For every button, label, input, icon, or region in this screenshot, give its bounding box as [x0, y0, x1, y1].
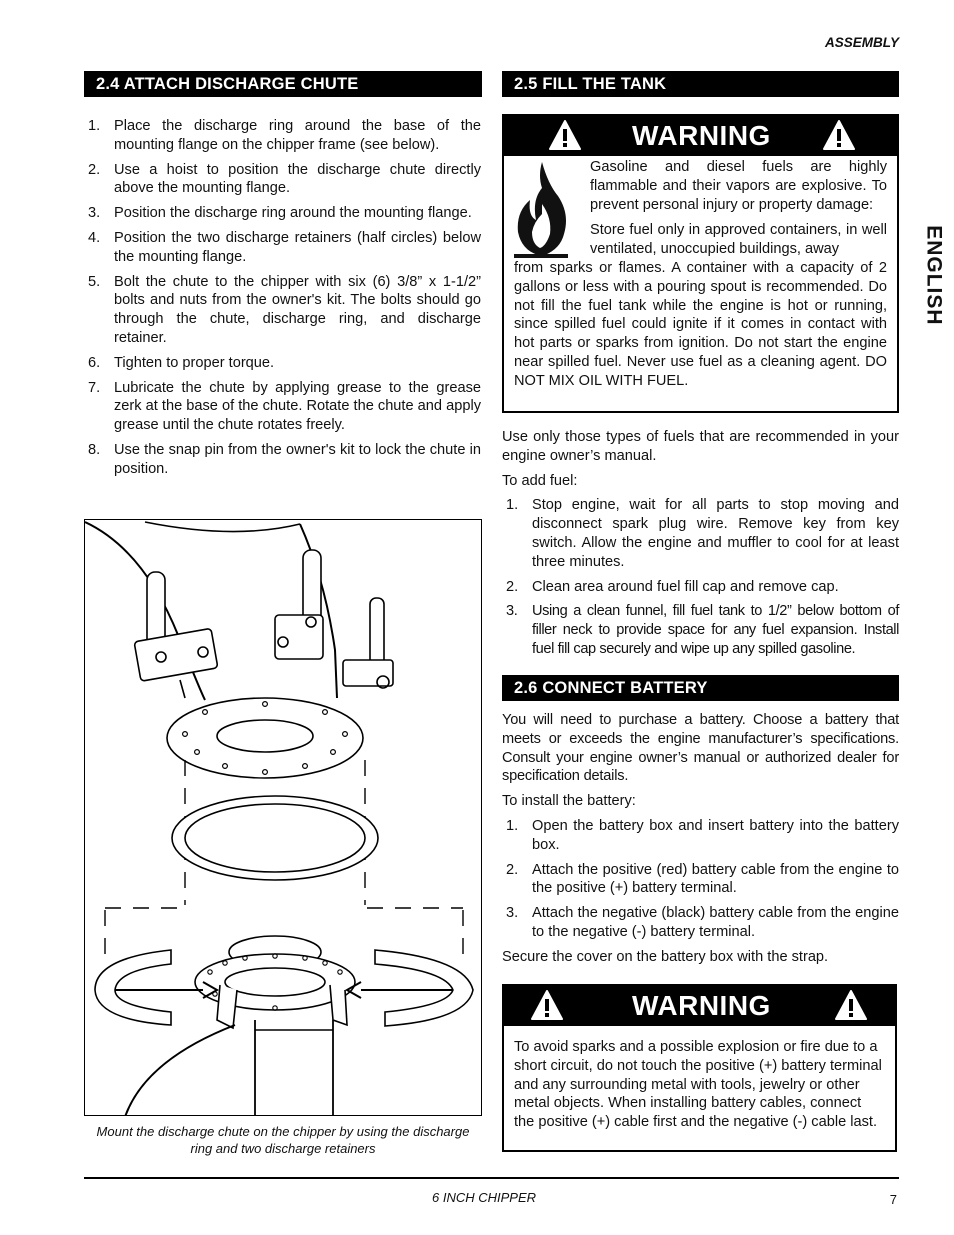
warning-text-2b: from sparks or flames. A container with a capacity of 2 gallons or less with a pouring spout is recommended. Do not fill the fuel tank while the engine is hot or running, since spilled fuel could ignite if it comes in contact with hot parts or sparks from ignition. Do not start the engine near spilled fuel. Never use fuel as a cleaning agent. DO NOT MIX OIL WITH FUEL.	[514, 259, 887, 389]
warning-title: WARNING	[632, 120, 771, 151]
list-item: 3. Using a clean funnel, fill fuel tank to 1/2” below bottom of filler neck to provide space for any fuel expansion. Install fuel fill cap securely and wipe up any spilled gasoline.	[506, 603, 899, 657]
figure-caption: Mount the discharge chute on the chipper by using the discharge ring and two discharge retainers	[96, 1124, 470, 1156]
list-item: 1. Stop engine, wait for all parts to stop moving and disconnect spark plug wire. Remove key from key switch. Allow the engine and muffler to cool for at least three minutes.	[506, 497, 899, 570]
warning-title: WARNING	[632, 990, 771, 1021]
flame-icon	[512, 160, 570, 260]
list-item: 7. Lubricate the chute by applying grease to the grease zerk at the base of the chute. Rotate the chute and apply grease until the chute rotates freely.	[88, 379, 481, 434]
page-number: 7	[889, 1192, 897, 1207]
warning-text-1: Gasoline and diesel fuels are highly flammable and their vapors are explosive. To prevent personal injury or property damage:	[590, 159, 887, 213]
warning-triangle-icon	[530, 989, 564, 1021]
section-heading-2-4: 2.4 ATTACH DISCHARGE CHUTE	[84, 71, 482, 97]
list-item: 4. Position the two discharge retainers (half circles) below the mounting flange.	[88, 229, 481, 265]
list-item: 2. Clean area around fuel fill cap and remove cap.	[506, 578, 839, 595]
steps-2-4	[84, 117, 481, 485]
fuel-intro: Use only those types of fuels that are recommended in your engine owner’s manual.	[502, 429, 899, 464]
warning-triangle-icon	[822, 119, 856, 151]
list-item: 6. Tighten to proper torque.	[88, 354, 275, 371]
battery-intro: You will need to purchase a battery. Choose a battery that meets or exceeds the engine manufacturer’s specifications. Consult your engine owner’s manual or authorized dealer for specification details.	[502, 712, 899, 785]
fuel-instructions	[502, 428, 899, 665]
battery-warning-text: To avoid sparks and a possible explosion or fire due to a short circuit, do not touch the positive (+) battery terminal and any surrounding metal with tools, jewelry or other metal objects. When installing battery cables, connect the positive (+) cable first and the negative (-) cable last.	[514, 1039, 882, 1131]
warning-bar	[504, 116, 897, 156]
list-item: 1. Open the battery box and insert battery into the battery box.	[506, 817, 899, 853]
section-header: ASSEMBLY	[824, 35, 899, 50]
warning-text-2a: Store fuel only in approved containers, in well ventilated, unoccupied buildings, away	[590, 222, 887, 258]
list-item: 1. Place the discharge ring around the base of the mounting flange on the chipper frame (see below).	[88, 118, 481, 153]
section-heading-2-5: 2.5 FILL THE TANK	[502, 71, 899, 97]
battery-warning-box	[502, 984, 897, 1152]
fuel-warning-box	[502, 114, 899, 413]
warning-triangle-icon	[548, 119, 582, 151]
list-item: 3. Position the discharge ring around the mounting flange.	[88, 205, 472, 222]
warning-triangle-icon	[834, 989, 868, 1021]
list-item: 3. Attach the negative (black) battery cable from the engine to the negative (-) battery terminal.	[506, 905, 899, 940]
footer-title: 6 INCH CHIPPER	[431, 1190, 537, 1205]
section-heading-2-6: 2.6 CONNECT BATTERY	[502, 675, 899, 701]
battery-secure-note: Secure the cover on the battery box with the strap.	[502, 948, 829, 965]
language-tab: ENGLISH	[922, 225, 946, 326]
battery-instructions	[502, 711, 899, 973]
battery-install-label: To install the battery:	[502, 793, 636, 810]
footer-divider	[84, 1177, 899, 1179]
list-item: 2. Use a hoist to position the discharge chute directly above the mounting flange.	[88, 161, 481, 197]
fuel-add-label: To add fuel:	[502, 472, 578, 489]
warning-bar	[504, 986, 895, 1026]
chute-assembly-diagram	[84, 519, 482, 1116]
list-item: 2. Attach the positive (red) battery cable from the engine to the positive (+) battery terminal.	[506, 861, 899, 897]
list-item: 8. Use the snap pin from the owner's kit to lock the chute in position.	[88, 441, 481, 477]
list-item: 5. Bolt the chute to the chipper with six (6) 3/8” x 1-1/2” bolts and nuts from the owner's kit. The bolts should go through the chute, discharge ring, and discharge retainer.	[88, 273, 481, 346]
